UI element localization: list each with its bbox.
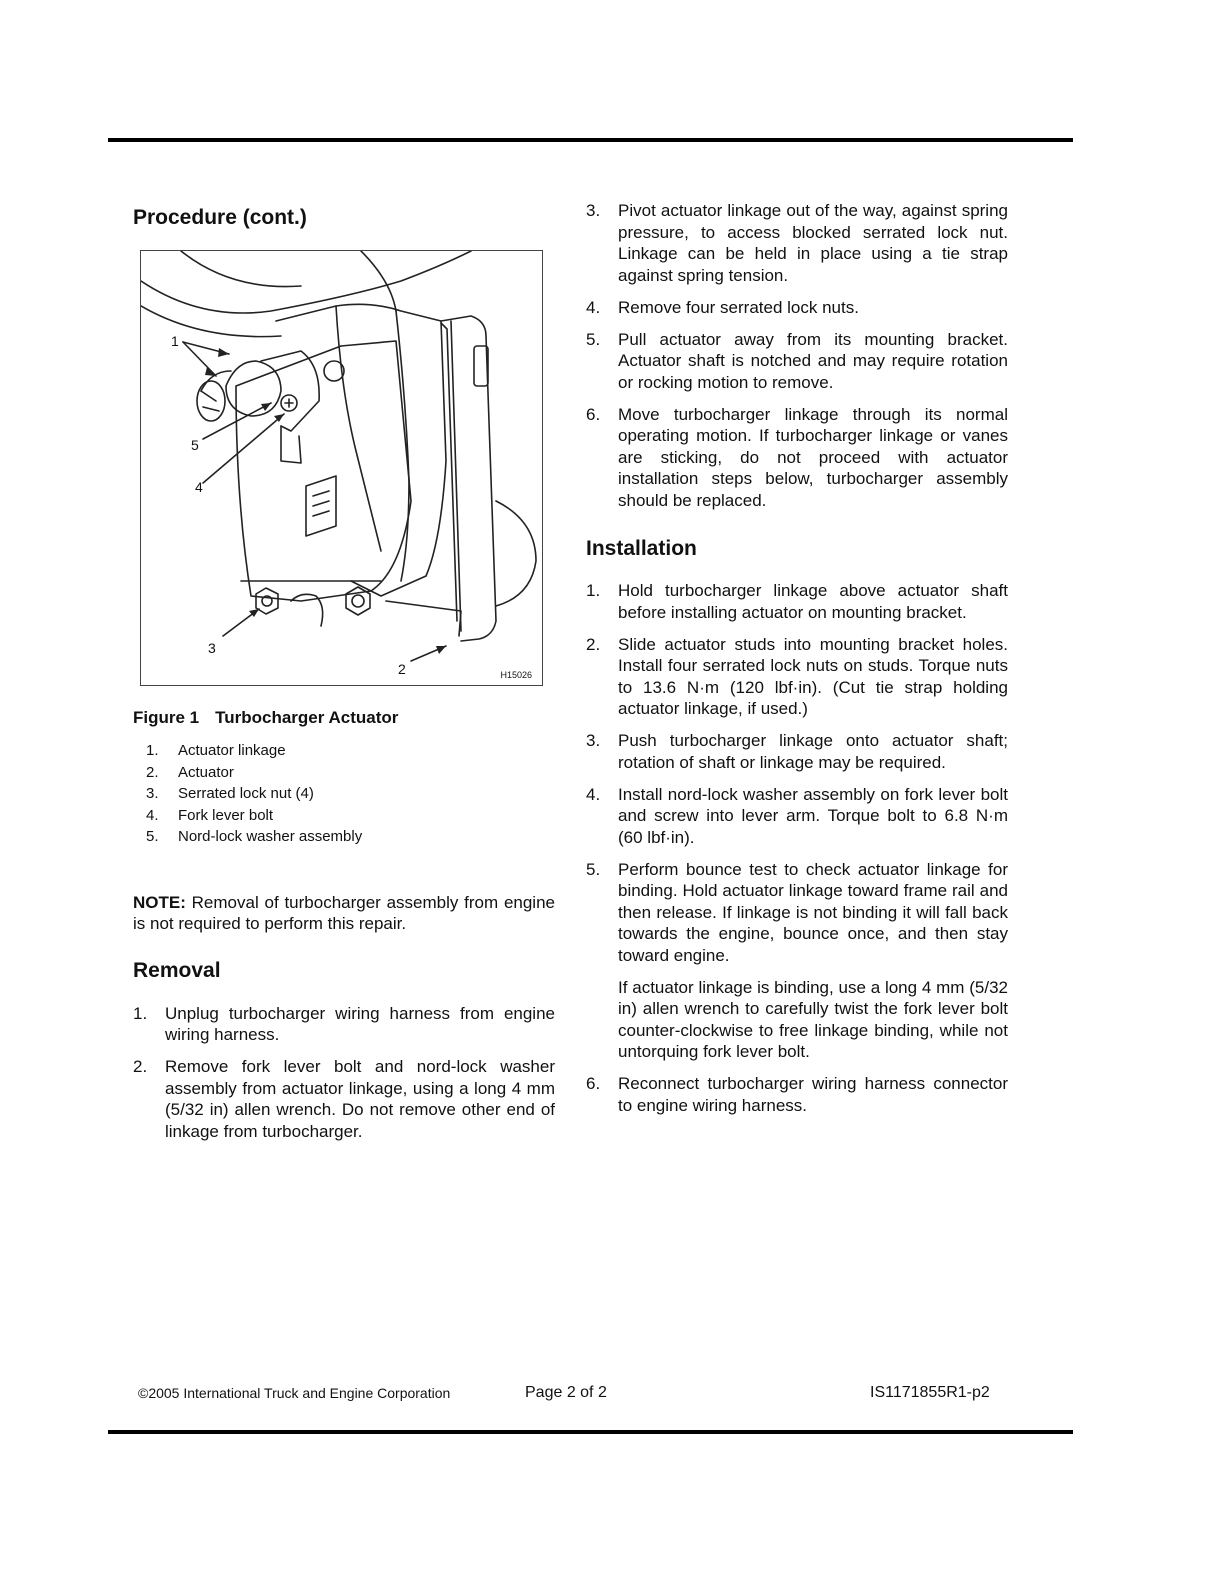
footer-document-id: IS1171855R1-p2 bbox=[870, 1384, 990, 1401]
legend-item: 2. Actuator bbox=[146, 763, 234, 781]
top-rule bbox=[108, 138, 1073, 142]
figure-title: Turbocharger Actuator bbox=[215, 708, 399, 727]
installation-steps bbox=[586, 580, 1008, 1116]
list-item: 5. Perform bounce test to check actuator linkage for binding. Hold actuator linkage toward frame rail and then release. If linkage is not binding it will fall back towards the engine, bounce once, and then stay toward engine. If actuator linkage is binding, use a long 4 mm (5/32 in) allen wrench to carefully twist the fork lever bolt counter-clockwise to free linkage binding, while not untorquing fork lever bolt. bbox=[586, 859, 1008, 1061]
callout-4: 4 bbox=[195, 479, 203, 495]
list-item: 1. Hold turbocharger linkage above actuator shaft before installing actuator on mounting bracket. bbox=[586, 581, 1008, 622]
callout-5: 5 bbox=[191, 437, 199, 453]
list-item: 2. Remove fork lever bolt and nord-lock washer assembly from actuator linkage, using a long 4 mm (5/32 in) allen wrench. Do not remove other end of linkage from turbocharger. bbox=[133, 1057, 555, 1141]
figure-legend bbox=[133, 740, 555, 848]
legend-item: 3. Serrated lock nut (4) bbox=[146, 785, 314, 803]
right-column bbox=[586, 200, 1008, 1127]
note-text: Removal of turbocharger assembly from engine is not required to perform this repair. bbox=[133, 892, 555, 933]
legend-item: 5. Nord-lock washer assembly bbox=[146, 828, 363, 846]
bottom-rule bbox=[108, 1430, 1073, 1434]
left-column bbox=[133, 200, 555, 1153]
list-item: 5. Pull actuator away from its mounting bracket. Actuator shaft is notched and may require rotation or rocking motion to remove. bbox=[586, 329, 1008, 392]
callout-1: 1 bbox=[171, 333, 179, 349]
note-paragraph bbox=[133, 892, 555, 935]
legend-item: 1. Actuator linkage bbox=[146, 742, 286, 760]
installation-heading: Installation bbox=[586, 537, 697, 560]
footer-page-number: Page 2 of 2 bbox=[525, 1384, 607, 1401]
figure-caption bbox=[133, 708, 555, 728]
figure-number: Figure 1 bbox=[133, 708, 200, 727]
callout-2: 2 bbox=[398, 661, 406, 677]
list-item: 2. Slide actuator studs into mounting bracket holes. Install four serrated lock nuts on studs. Torque nuts to 13.6 N·m (120 lbf·in). (Cut tie strap holding actuator linkage, if used.) bbox=[586, 634, 1008, 718]
callout-3: 3 bbox=[208, 640, 216, 656]
removal-heading: Removal bbox=[133, 958, 221, 982]
footer-copyright: ©2005 International Truck and Engine Corporation bbox=[138, 1385, 451, 1401]
list-item: 3. Pivot actuator linkage out of the way, against spring pressure, to access blocked serrated lock nut. Linkage can be held in place using a tie strap against spring tension. bbox=[586, 201, 1008, 285]
list-item: 6. Reconnect turbocharger wiring harness connector to engine wiring harness. bbox=[586, 1074, 1008, 1115]
removal-steps-right bbox=[586, 200, 1008, 511]
legend-item: 4. Fork lever bolt bbox=[146, 806, 274, 824]
removal-steps-left bbox=[133, 1003, 555, 1143]
figure-id-code: H15026 bbox=[500, 670, 532, 680]
list-item: 1. Unplug turbocharger wiring harness from engine wiring harness. bbox=[133, 1003, 555, 1044]
step-sub-paragraph: If actuator linkage is binding, use a long 4 mm (5/32 in) allen wrench to carefully twist the fork lever bolt counter-clockwise to free linkage binding, while not untorquing fork lever bolt. bbox=[618, 977, 1008, 1061]
list-item: 6. Move turbocharger linkage through its normal operating motion. If turbocharger linkage or vanes are sticking, do not proceed with actuator installation steps below, turbocharger assembly should be replaced. bbox=[586, 404, 1008, 510]
list-item: 4. Install nord-lock washer assembly on fork lever bolt and screw into lever arm. Torque bolt to 6.8 N·m (60 lbf·in). bbox=[586, 784, 1008, 847]
note-label: NOTE: bbox=[133, 892, 186, 912]
turbocharger-actuator-figure bbox=[140, 250, 543, 686]
leader-arrowheads bbox=[141, 251, 541, 684]
list-item: 3. Push turbocharger linkage onto actuator shaft; rotation of shaft or linkage may be required. bbox=[586, 731, 1008, 772]
list-item: 4. Remove four serrated lock nuts. bbox=[586, 297, 859, 317]
procedure-heading: Procedure (cont.) bbox=[133, 206, 307, 229]
